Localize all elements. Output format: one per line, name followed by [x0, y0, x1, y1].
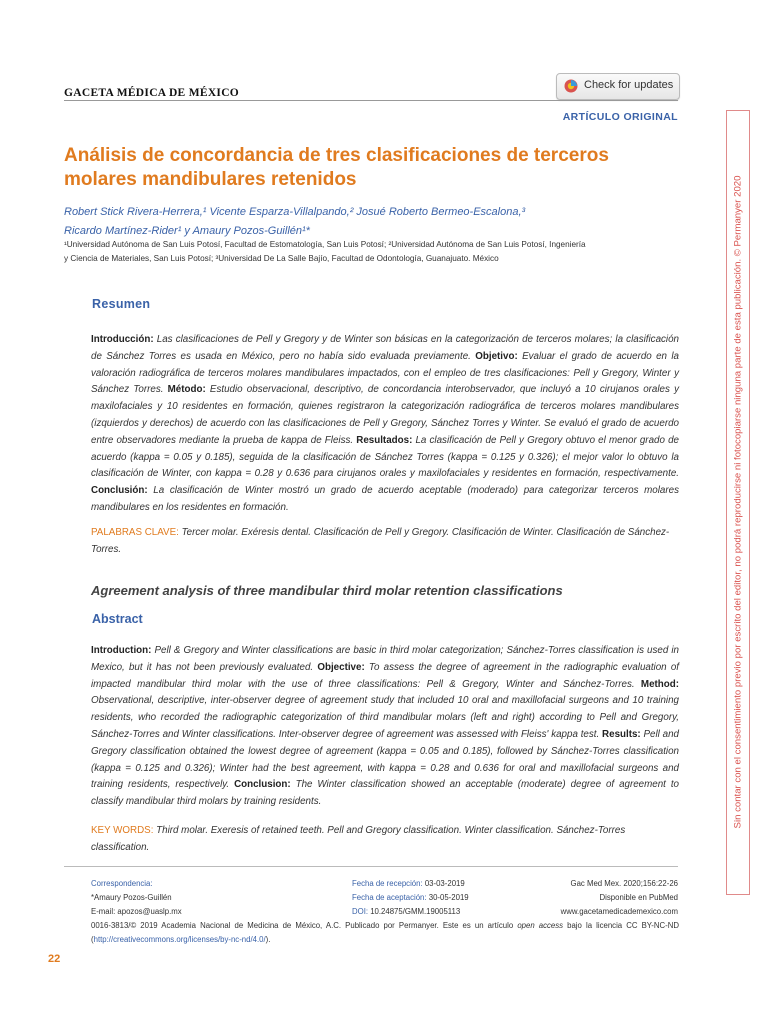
license-text: 0016-3813/© 2019 Academia Nacional de Medicina de México, A.C. Publicado por Permanyer. Este es un artículo [91, 921, 518, 930]
intro-text: Las clasificaciones de Pell y Gregory y de Winter son básicas en la categorización de terceros molares; la clasificación de Sánchez Torres es usada en México, pero no había sido evaluada previamente. [91, 334, 679, 362]
conclusion-text-en: The Winter classification showed an acceptable (moderate) degree of agreement to classify mandibular third molars by training residents. [91, 779, 679, 808]
article-dates [352, 877, 469, 919]
authors [64, 203, 684, 241]
method-text-en: Observational, descriptive, inter-observer degree of agreement study that included 10 oral and maxillofacial surgeons and 10 training residents, who recorded the radiographic categorization of third mandibular molars (left and right) according to Pell and Gregory, Sánchez-Torres and Winter classifications. Inter-observer degree of agreement was assessed with Fleiss' kappa test. [91, 695, 679, 740]
accepted-label: Fecha de aceptación: [352, 893, 427, 902]
english-title: Agreement analysis of three mandibular third molar retention classifications [91, 583, 563, 598]
method-label: Método: [163, 384, 206, 396]
journal-citation [561, 877, 678, 919]
introduction-label: Introduction: [91, 645, 152, 656]
article-title [64, 144, 684, 192]
affiliation-line-1: ¹Universidad Autónoma de San Luis Potosí, Facultad de Estomatología, San Luis Potosí; ²Universidad Autónoma de San Luis Potosí, Ingeniería [64, 240, 586, 249]
objective-label-en: Objective: [313, 661, 365, 673]
results-text: La clasificación de Pell y Gregory obtuvo el menor grado de acuerdo (kappa = 0.05 y 0.185), seguida de la clasificación de Sánchez Torres (kappa = 0.125 y 0.326); el mejor valor lo obtuvo la clasificación de Winter, con kappa = 0.28 y 0.636 para cirujanos orales y maxilofaciales y residentes en formación, respectivamente. [91, 434, 679, 480]
correspondence-email[interactable]: E-mail: apozos@uaslp.mx [91, 907, 182, 916]
results-label-en: Results: [599, 728, 641, 740]
affiliations [64, 238, 684, 266]
received-value: 03-03-2019 [422, 879, 465, 888]
footer-rule [64, 866, 678, 867]
key-words-text: Third molar. Exeresis of retained teeth. Pell and Gregory classification. Winter classification. Sánchez-Torres classification. [91, 825, 626, 853]
doi-value: 10.24875/GMM.19005113 [368, 907, 461, 916]
conclusion-label-en: Conclusion: [229, 779, 291, 791]
title-line-1: Análisis de concordancia de tres clasificaciones de terceros [64, 145, 609, 166]
conclusion-text: La clasificación de Winter mostró un grado de acuerdo aceptable (moderado) para categorizar terceros molares mandibulares en los residentes en formación. [91, 485, 679, 513]
journal-website[interactable]: www.gacetamedicademexico.com [560, 907, 678, 916]
license-text-end: ). [265, 935, 271, 944]
header-rule [64, 100, 678, 101]
objective-text-en: To assess the degree of agreement in the radiographic evaluation of impacted mandibular third molar with the use of three classifications: Pell & Gregory, Winter and Sánchez-Torres. [91, 661, 679, 690]
resumen-heading: Resumen [92, 297, 151, 311]
authors-line-2: Ricardo Martínez-Rider¹ y Amaury Pozos-Guillén¹* [64, 225, 310, 237]
received-label: Fecha de recepción: [352, 879, 423, 888]
affiliation-line-2: y Ciencia de Materiales, San Luis Potosí; ³Universidad De La Salle Bajío, Facultad de Odontología, Guanajuato. México [64, 254, 499, 263]
palabras-clave [91, 525, 679, 559]
method-text: Estudio observacional, descriptivo, de concordancia interobservador, que incluyó a 10 cirujanos orales y maxilofaciales y 10 residentes en formación, quienes registraron la categorización radiográfica de terceros molares mandibulares (izquierdos y derechos) de acuerdo con las clasificaciones de Pell y Gregory, Sánchez Torres y Winter. Se evaluó el grado de acuerdo entre observadores mediante la prueba de kappa de Fleiss. [91, 384, 679, 446]
correspondence [91, 877, 182, 919]
accepted-value: 30-05-2019 [426, 893, 469, 902]
abstract-body [91, 643, 679, 811]
correspondence-label: Correspondencia: [91, 879, 153, 888]
check-for-updates-label: Check for updates [584, 79, 674, 91]
open-access-text: open access [517, 921, 564, 930]
received-date [352, 877, 469, 891]
journal-name: GACETA MÉDICA DE MÉXICO [64, 87, 240, 99]
license [91, 919, 679, 947]
key-words-label: KEY WORDS: [91, 825, 154, 836]
pubmed-availability: Disponible en PubMed [599, 893, 678, 902]
copyright-sidebar [726, 110, 750, 895]
introduction-text: Pell & Gregory and Winter classifications are basic in third molar categorization; Sánchez-Torres classification is used in Mexico, but it has not been previously evaluated. [91, 645, 679, 673]
conclusion-label: Conclusión: [91, 485, 148, 497]
results-text-en: Pell and Gregory classification obtained the lowest degree of agreement (kappa = 0.05 and 0.185), followed by Sánchez-Torres classification (kappa = 0.125 and 0.326); Winter had the best agreement, with kappa = 0.28 and 0.636 for oral and maxillofacial surgeons and training residents, respectively. [91, 728, 680, 791]
objective-text: Evaluar el grado de acuerdo en la valoración radiográfica de terceros molares mandibulares impactados, con el empleo de tres clasificaciones: Pell y Gregory, Winter y Sánchez Torres. [91, 350, 679, 396]
authors-line-1: Robert Stick Rivera-Herrera,¹ Vicente Esparza-Villalpando,² Josué Roberto Bermeo-Escalona,³ [64, 206, 526, 218]
method-label-en: Method: [634, 678, 679, 690]
citation: Gac Med Mex. 2020;156:22-26 [570, 879, 678, 888]
doi-label: DOI: [352, 907, 369, 916]
check-for-updates-button[interactable] [556, 73, 680, 100]
resumen-body [91, 332, 679, 517]
section-type: ARTÍCULO ORIGINAL [562, 111, 678, 123]
doi[interactable] [352, 905, 469, 919]
correspondence-name: *Amaury Pozos-Guillén [91, 893, 172, 902]
crossmark-icon [564, 79, 578, 93]
copyright-notice: Sin contar con el consentimiento previo por escrito del editor, no podrá reproducirse ni fotocopiarse ninguna parte de esta publicación. © Permanyer 2020 [732, 175, 744, 829]
license-link[interactable]: http://creativecommons.org/licenses/by-nc-nd/4.0/ [93, 935, 266, 944]
palabras-clave-text: Tercer molar. Exéresis dental. Clasificación de Pell y Gregory. Clasificación de Winter. Clasificación de Sánchez-Torres. [91, 527, 670, 555]
page-number: 22 [48, 953, 61, 965]
palabras-clave-label: PALABRAS CLAVE: [91, 527, 179, 538]
objective-label: Objetivo: [470, 350, 518, 362]
key-words [91, 823, 679, 857]
abstract-heading: Abstract [92, 612, 143, 626]
results-label: Resultados: [353, 434, 413, 446]
title-line-2: molares mandibulares retenidos [64, 169, 357, 190]
accepted-date [352, 891, 469, 905]
intro-label: Introducción: [91, 334, 154, 345]
license-text-mid: bajo la licencia CC BY-NC-ND ( [91, 921, 679, 944]
